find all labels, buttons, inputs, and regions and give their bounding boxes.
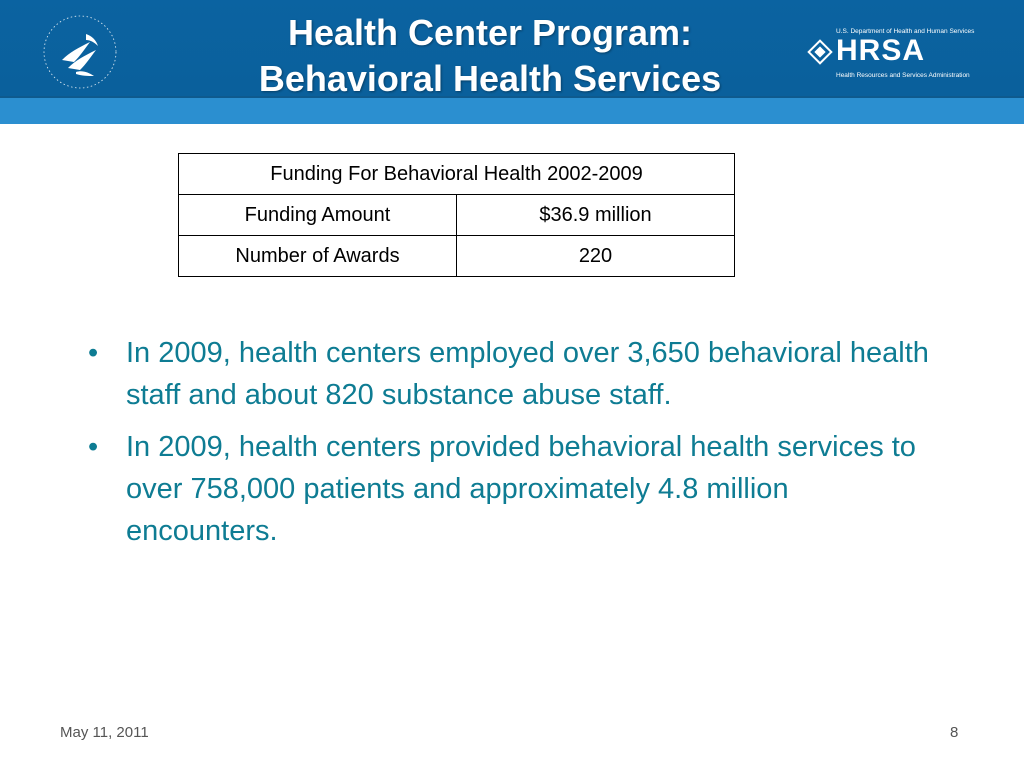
title-line-2: Behavioral Health Services: [258, 58, 722, 99]
table-cell-value: 220: [457, 236, 735, 277]
table-cell-label: Number of Awards: [179, 236, 457, 277]
funding-table: [178, 153, 735, 277]
bullet-dot-icon: •: [88, 337, 99, 369]
hrsa-top-text: U.S. Department of Health and Human Services: [836, 28, 975, 35]
table-header-row: [179, 154, 735, 195]
hrsa-bottom-text: Health Resources and Services Administration: [836, 72, 970, 79]
bullet-list: [88, 332, 948, 562]
page-number: 8: [950, 724, 959, 741]
hhs-eagle-logo-icon: [40, 12, 120, 92]
bullet-item: [88, 332, 948, 416]
footer-date: May 11, 2011: [60, 724, 149, 741]
hrsa-diamond-icon: [806, 38, 834, 66]
title-line-1: Health Center Program:: [287, 12, 693, 53]
table-cell-value: $36.9 million: [457, 195, 735, 236]
hrsa-logo: [806, 28, 976, 88]
table-row: [179, 236, 735, 277]
hrsa-wordmark: HRSA: [836, 34, 926, 67]
bullet-dot-icon: •: [88, 431, 99, 463]
slide-title: [140, 10, 840, 102]
table-header-cell: Funding For Behavioral Health 2002-2009: [179, 154, 735, 195]
bullet-text: In 2009, health centers provided behavioral health services to over 758,000 patients and approximately 4.8 million encounters.: [126, 431, 916, 547]
table-cell-label: Funding Amount: [179, 195, 457, 236]
bullet-text: In 2009, health centers employed over 3,650 behavioral health staff and about 820 substance abuse staff.: [126, 337, 929, 411]
bullet-item: [88, 426, 948, 552]
table-row: [179, 195, 735, 236]
